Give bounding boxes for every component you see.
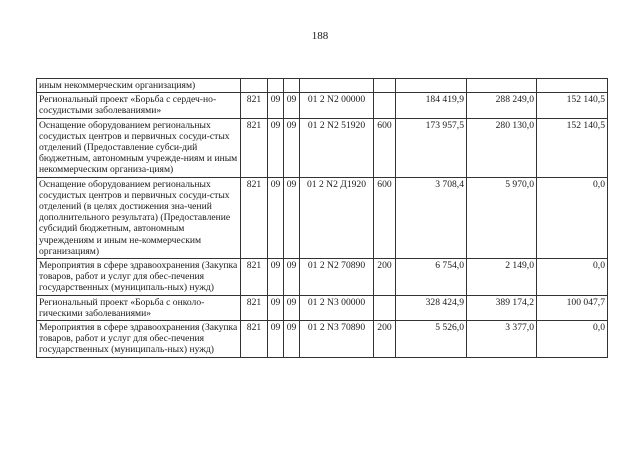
admin-code-cell: 821 (241, 259, 268, 296)
subsection-code-cell: 09 (284, 295, 300, 320)
amount-year-2-cell: 280 130,0 (467, 118, 537, 177)
table-row (37, 79, 608, 93)
amount-year-1-cell: 328 424,9 (396, 295, 467, 320)
expense-type-cell (374, 295, 396, 320)
amount-year-3-cell: 0,0 (537, 259, 608, 296)
section-code-cell: 09 (268, 118, 284, 177)
expense-type-cell (374, 93, 396, 118)
subsection-code-cell: 09 (284, 259, 300, 296)
admin-code-cell: 821 (241, 93, 268, 118)
subsection-code-cell: 09 (284, 93, 300, 118)
subsection-code-cell: 09 (284, 118, 300, 177)
subsection-code-cell (284, 79, 300, 93)
expense-type-cell: 600 (374, 177, 396, 258)
amount-year-2-cell (467, 79, 537, 93)
section-code-cell: 09 (268, 93, 284, 118)
amount-year-3-cell: 152 140,5 (537, 93, 608, 118)
target-article-cell: 01 2 N2 51920 (300, 118, 374, 177)
amount-year-3-cell: 100 047,7 (537, 295, 608, 320)
amount-year-2-cell: 389 174,2 (467, 295, 537, 320)
table-row (37, 321, 608, 358)
admin-code-cell: 821 (241, 295, 268, 320)
table-row (37, 93, 608, 118)
row-name-cell: Региональный проект «Борьба с сердеч-но-сосудистыми заболеваниями» (37, 93, 241, 118)
row-name-cell: Мероприятия в сфере здравоохранения (Закупка товаров, работ и услуг для обес-печения государственных (муниципаль-ных) нужд) (37, 259, 241, 296)
section-code-cell: 09 (268, 295, 284, 320)
expense-type-cell (374, 79, 396, 93)
amount-year-2-cell: 3 377,0 (467, 321, 537, 358)
table-row (37, 118, 608, 177)
amount-year-1-cell: 5 526,0 (396, 321, 467, 358)
target-article-cell: 01 2 N2 00000 (300, 93, 374, 118)
row-name-cell: Региональный проект «Борьба с онколо-гическими заболеваниями» (37, 295, 241, 320)
row-name-cell: Оснащение оборудованием региональных сосудистых центров и первичных сосуди-стых отделений (Предоставление субси-дий бюджетным, автономным учрежде-ниям и иным некоммерческим организа-циям) (37, 118, 241, 177)
table-row (37, 177, 608, 258)
amount-year-1-cell: 3 708,4 (396, 177, 467, 258)
amount-year-2-cell: 5 970,0 (467, 177, 537, 258)
page-number: 188 (311, 30, 329, 42)
budget-table-body (37, 79, 608, 358)
row-name-cell: Оснащение оборудованием региональных сосудистых центров и первичных сосуди-стых отделений (в целях достижения зна-чений дополнительного результата) (Предоставление субсидий бюджетным, автономным учреждениям и иным не-коммерческим организациям) (37, 177, 241, 258)
section-code-cell (268, 79, 284, 93)
admin-code-cell: 821 (241, 177, 268, 258)
amount-year-3-cell (537, 79, 608, 93)
target-article-cell (300, 79, 374, 93)
section-code-cell: 09 (268, 177, 284, 258)
target-article-cell: 01 2 N3 70890 (300, 321, 374, 358)
expense-type-cell: 200 (374, 259, 396, 296)
amount-year-1-cell: 6 754,0 (396, 259, 467, 296)
target-article-cell: 01 2 N2 70890 (300, 259, 374, 296)
admin-code-cell: 821 (241, 118, 268, 177)
expense-type-cell: 600 (374, 118, 396, 177)
target-article-cell: 01 2 N3 00000 (300, 295, 374, 320)
admin-code-cell: 821 (241, 321, 268, 358)
amount-year-2-cell: 288 249,0 (467, 93, 537, 118)
row-name-cell: Мероприятия в сфере здравоохранения (Закупка товаров, работ и услуг для обес-печения государственных (муниципаль-ных) нужд) (37, 321, 241, 358)
amount-year-3-cell: 0,0 (537, 177, 608, 258)
amount-year-1-cell: 173 957,5 (396, 118, 467, 177)
amount-year-2-cell: 2 149,0 (467, 259, 537, 296)
table-row (37, 295, 608, 320)
amount-year-3-cell: 0,0 (537, 321, 608, 358)
section-code-cell: 09 (268, 259, 284, 296)
subsection-code-cell: 09 (284, 321, 300, 358)
row-name-cell: иным некоммерческим организациям) (37, 79, 241, 93)
expense-type-cell: 200 (374, 321, 396, 358)
table-row (37, 259, 608, 296)
target-article-cell: 01 2 N2 Д1920 (300, 177, 374, 258)
amount-year-1-cell (396, 79, 467, 93)
subsection-code-cell: 09 (284, 177, 300, 258)
budget-table (36, 78, 608, 358)
section-code-cell: 09 (268, 321, 284, 358)
amount-year-3-cell: 152 140,5 (537, 118, 608, 177)
amount-year-1-cell: 184 419,9 (396, 93, 467, 118)
admin-code-cell (241, 79, 268, 93)
